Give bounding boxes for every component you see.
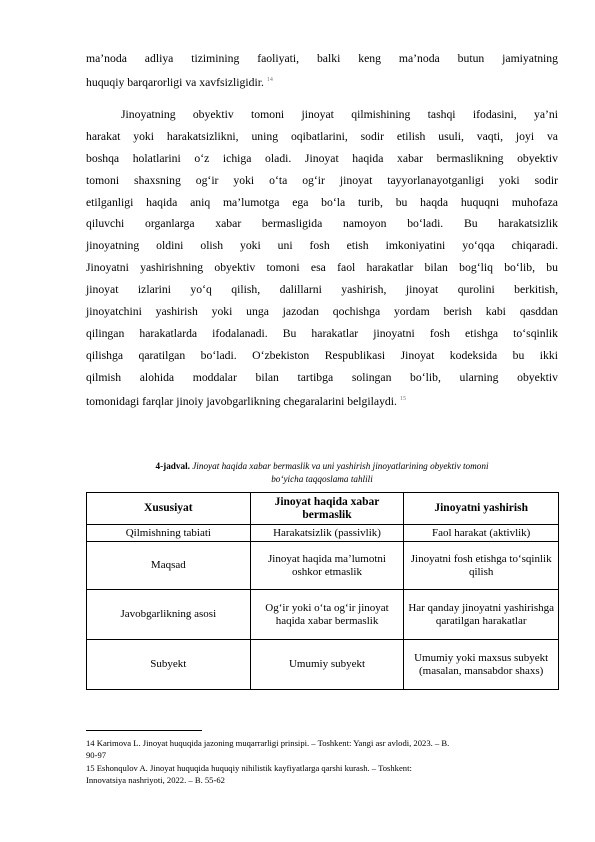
- table-row: [87, 525, 559, 542]
- paragraph-objective-side: [86, 104, 558, 410]
- table-caption: [86, 460, 558, 486]
- text-line: Jinoyatni yashirishning obyektiv tomoni esa faol harakatlar bilan bog‘liq bo‘lib, bu: [86, 261, 558, 275]
- text-line: [86, 70, 558, 92]
- table-title-line2: bo‘yicha taqqoslama tahlili: [271, 474, 373, 484]
- table-label: 4-jadval.: [155, 461, 190, 471]
- table-cell: Maqsad: [87, 542, 251, 590]
- table-row: [87, 640, 559, 690]
- text-line: jinoyatchini yashirish yoki unga jazodan qochishga yordam berish kabi qasddan: [86, 305, 558, 319]
- footnote: [86, 737, 561, 761]
- table-row: [87, 590, 559, 640]
- text-line: qilmish alohida moddalar bilan tartibga solingan bo‘lib, ularning obyektiv: [86, 370, 558, 384]
- text-line: jinoyat izlarini yo‘q qilish, dalillarni yashirish, jinoyat qurolini berkitish,: [86, 283, 558, 297]
- footnote-ref: 14: [266, 76, 273, 83]
- text-line: harakat yoki harakatsizlikni, uning oqibatlarini, sodir etilish usuli, vaqti, joyi va: [86, 129, 558, 143]
- footnote: [86, 762, 561, 786]
- table-title: Jinoyat haqida xabar bermaslik va uni yashirish jinoyatlarining obyektiv tomoni: [189, 461, 489, 471]
- footnote-line: 90-97: [86, 750, 107, 760]
- header-cell: Xususiyat: [87, 493, 251, 525]
- table-cell: Subyekt: [87, 640, 251, 690]
- text-line: jinoyatning oldini olish yoki uni fosh etish imkoniyatini yo‘qqa chiqaradi.: [86, 239, 558, 253]
- text-line-content: tomonidagi farqlar jinoiy javobgarlikning chegaralarini belgilaydi.: [86, 394, 397, 408]
- text-line: ma’noda adliya tizimining faoliyati, balki keng ma’noda butun jamiyatning: [86, 52, 558, 65]
- text-line: tomoni shaxsning og‘ir yoki o‘ta og‘ir jinoyat tayyorlanayotganligi yoki sodir: [86, 173, 558, 187]
- footnote-line: 15 Eshonqulov A. Jinoyat huquqida huquqiy nihilistik kayfiyatlarga qarshi kurash. – Toshkent:: [86, 763, 412, 773]
- table-cell: Javobgarlikning asosi: [87, 590, 251, 640]
- header-cell: Jinoyatni yashirish: [404, 493, 559, 525]
- header-cell: Jinoyat haqida xabar bermaslik: [250, 493, 404, 525]
- table-cell: Harakatsizlik (passivlik): [250, 525, 404, 542]
- footnote-separator: [86, 730, 202, 731]
- text-line: qilingan harakatlarda ifodalanadi. Bu harakatlar jinoyatni fosh etishga to‘sqinlik: [86, 326, 558, 340]
- table-row: [87, 542, 559, 590]
- table-cell: Og‘ir yoki o‘ta og‘ir jinoyat haqida xabar bermaslik: [250, 590, 404, 640]
- footnote-line: Innovatsiya nashriyoti, 2022. – B. 55-62: [86, 775, 225, 785]
- table-cell: Umumiy subyekt: [250, 640, 404, 690]
- text-line-indented: Jinoyatning obyektiv tomoni jinoyat qilmishining tashqi ifodasini, ya’ni: [121, 108, 558, 121]
- table-header-row: [87, 493, 559, 525]
- table-cell: Umumiy yoki maxsus subyekt (masalan, mansabdor shaxs): [404, 640, 559, 690]
- table-cell: Jinoyat haqida ma’lumotni oshkor etmaslik: [250, 542, 404, 590]
- footnote-line: 14 Karimova L. Jinoyat huquqida jazoning muqarrarligi prinsipi. – Toshkent: Yangi asr avlodi, 2023. – B.: [86, 738, 450, 748]
- text-line: qiluvchi organlarga xabar bermasligida namoyon bo‘ladi. Bu harakatsizlik: [86, 217, 558, 231]
- comparison-table: [86, 492, 559, 690]
- table-cell: Har qanday jinoyatni yashirishga qaratilgan harakatlar: [404, 590, 559, 640]
- text-line: [86, 389, 558, 411]
- table-cell: Qilmishning tabiati: [87, 525, 251, 542]
- footnote-ref: 15: [399, 395, 406, 402]
- text-line: boshqa holatlarini o‘z ichiga oladi. Jinoyat haqida xabar bermaslikning obyektiv: [86, 151, 558, 165]
- paragraph-continuation: [86, 48, 558, 92]
- table-cell: Faol harakat (aktivlik): [404, 525, 559, 542]
- table-cell: Jinoyatni fosh etishga to‘sqinlik qilish: [404, 542, 559, 590]
- text-line: qilishga qaratilgan bo‘ladi. O‘zbekiston Respublikasi Jinoyat kodeksida bu ikki: [86, 348, 558, 362]
- text-line-content: huquqiy barqarorligi va xavfsizligidir.: [86, 75, 264, 89]
- text-line: etilganligi haqida aniq ma’lumotga ega bo‘la turib, bu haqda huquqni muhofaza: [86, 195, 558, 209]
